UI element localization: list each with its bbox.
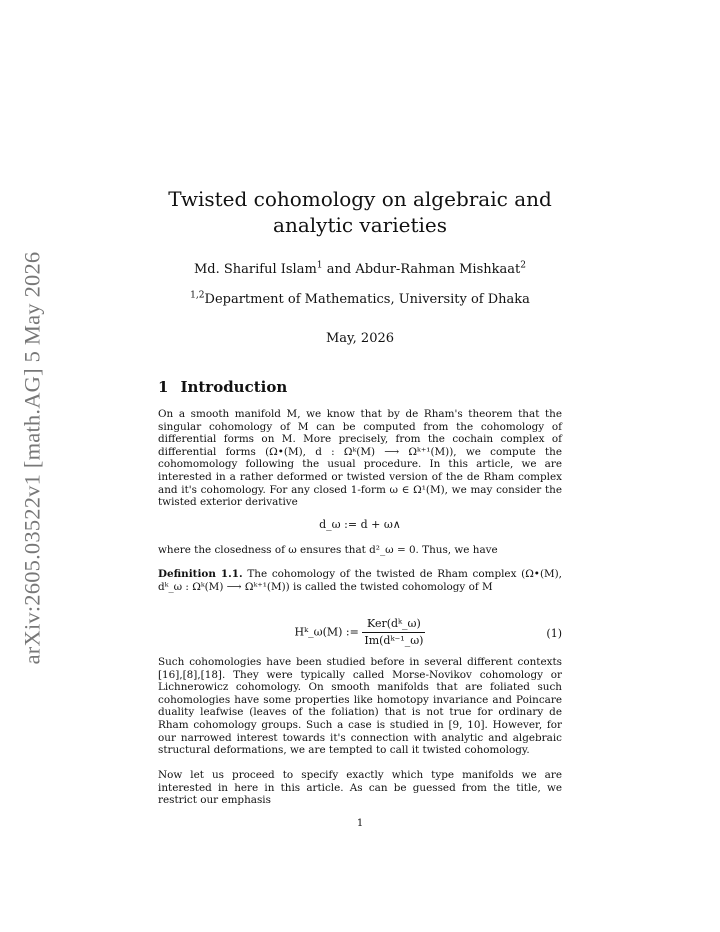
section-number: 1 bbox=[158, 378, 169, 396]
equation-1-lhs: Hᵏ_ω(M) := bbox=[294, 625, 359, 639]
affiliation-mark: 1,2 bbox=[190, 290, 205, 301]
publication-date: May, 2026 bbox=[325, 331, 395, 346]
section-heading bbox=[158, 377, 287, 397]
page-number: 1 bbox=[356, 818, 364, 829]
closedness-sentence: where the closedness of ω ensures that d²_ω = 0. Thus, we have bbox=[158, 544, 498, 556]
definition-label: Definition 1.1. bbox=[158, 568, 243, 580]
author-conjunction: and bbox=[322, 262, 356, 277]
twisted-derivative-equation: d_ω := d + ω∧ bbox=[319, 518, 401, 531]
author-list bbox=[160, 260, 560, 280]
equation-1-number: (1) bbox=[546, 627, 562, 640]
equation-1-numerator: Ker(dᵏ_ω) bbox=[362, 617, 425, 633]
paper-title bbox=[160, 186, 560, 238]
arxiv-identifier: arXiv:2605.03522v1 [math.AG] 5 May 2026 bbox=[19, 251, 44, 665]
title-line-2: analytic varieties bbox=[273, 213, 447, 237]
intro-paragraph-1: On a smooth manifold M, we know that by de Rham's theorem that the singular cohomology of M can be computed from the cohomology of differential forms on M. More precisely, from the cochain complex of differential forms (Ω•(M), d : Ωᵏ(M) ⟶ Ωᵏ⁺¹(M)), we compute the cohomomology following the usual procedure. In this article, we are interested in a rather deformed or twisted version of the de Rham complex and it's cohomology. For any closed 1-form ω ∈ Ω¹(M), we may consider the twisted exterior derivative bbox=[158, 408, 562, 509]
equation-1-fraction bbox=[362, 617, 425, 648]
title-line-1: Twisted cohomology on algebraic and bbox=[168, 187, 552, 211]
equation-1-denominator: Im(dᵏ⁻¹_ω) bbox=[364, 634, 424, 647]
affiliation bbox=[160, 290, 560, 310]
intro-paragraph-2: Such cohomologies have been studied before in several different contexts [16],[8],[18]. They were typically called Morse-Novikov cohomology or Lichnerowicz cohomology. On smooth manifolds that are foliated such cohomologies have some properties like homotopy invariance and Poincare duality leafwise (leaves of the foliation) that is not true for ordinary de Rham cohomology groups. Such a case is studied in [9, 10]. However, for our narrowed interest towards it's connection with analytic and algebraic structural deformations, we are tempted to call it twisted cohomology. bbox=[158, 656, 562, 757]
definition-text: The cohomology of the twisted de Rham complex (Ω•(M), dᵏ_ω : Ωᵏ(M) ⟶ Ωᵏ⁺¹(M)) is called the twisted cohomology of M bbox=[158, 568, 562, 593]
author-2: Abdur-Rahman Mishkaat bbox=[355, 262, 521, 277]
equation-1 bbox=[158, 617, 562, 648]
affiliation-text: Department of Mathematics, University of Dhaka bbox=[204, 292, 530, 307]
author-2-affil-mark: 2 bbox=[520, 260, 527, 271]
intro-paragraph-3: Now let us proceed to specify exactly which type manifolds we are interested in here in this article. As can be guessed from the title, we restrict our emphasis bbox=[158, 769, 562, 807]
arxiv-sidebar-stamp bbox=[4, 248, 60, 668]
definition-block bbox=[158, 568, 562, 593]
author-1-affil-mark: 1 bbox=[316, 260, 323, 271]
author-1: Md. Shariful Islam bbox=[193, 262, 317, 277]
section-title: Introduction bbox=[180, 378, 288, 396]
